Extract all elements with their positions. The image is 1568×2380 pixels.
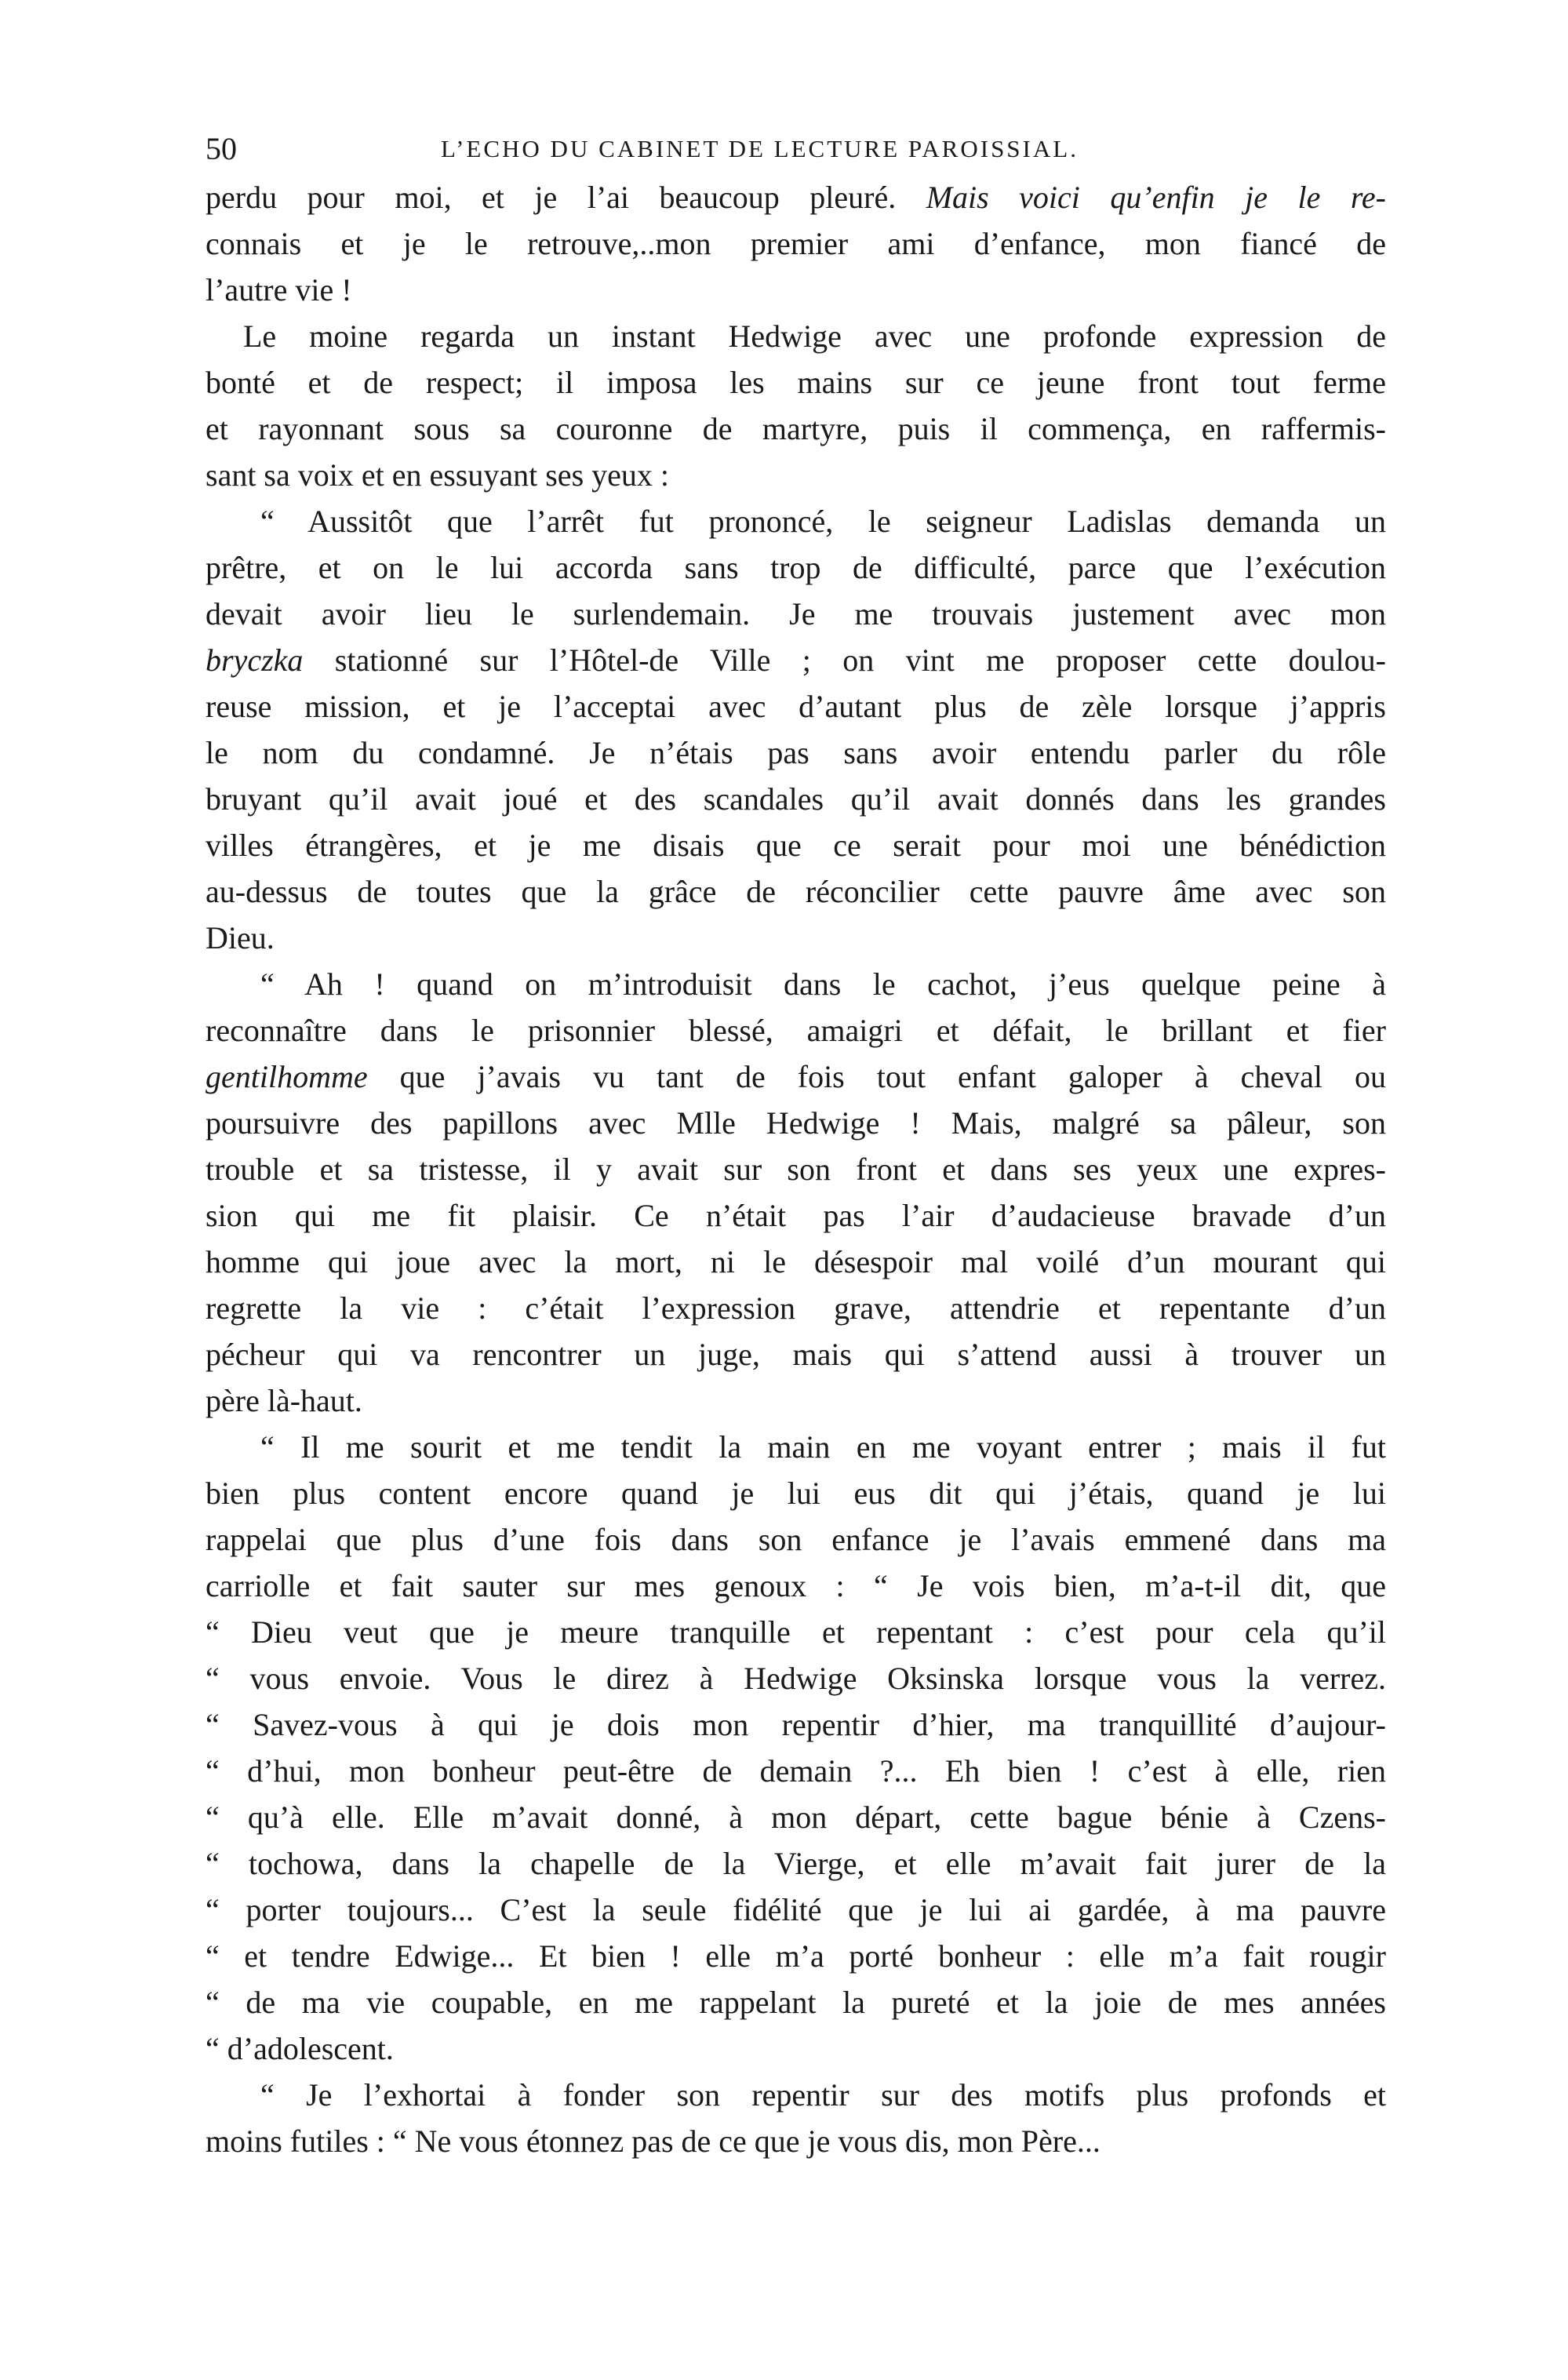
text-line: “ qu’à elle. Elle m’avait donné, à mon départ, cette bague bénie à Czens- — [206, 1800, 1386, 1835]
text-line: prêtre, et on le lui accorda sans trop de difficulté, parce que l’exécution — [206, 550, 1386, 585]
text-line: sant sa voix et en essuyant ses yeux : — [206, 457, 669, 493]
text-line: “ porter toujours... C’est la seule fidélité que je lui ai gardée, à ma pauvre — [206, 1892, 1386, 1927]
text-line: bonté et de respect; il imposa les mains sur ce jeune front tout ferme — [206, 365, 1386, 400]
text-line: Le moine regarda un instant Hedwige avec une profonde expression de — [243, 318, 1386, 354]
text-line: carriolle et fait sauter sur mes genoux : “ Je vois bien, m’a-t-il dit, que — [206, 1568, 1386, 1603]
text-line: perdu pour moi, et je l’ai beaucoup pleuré. Mais voici qu’enfin je le re- — [206, 180, 1386, 215]
running-title: L’ECHO DU CABINET DE LECTURE PAROISSIAL. — [441, 135, 1079, 162]
italic-text: bryczka — [206, 642, 304, 678]
text-line: bruyant qu’il avait joué et des scandales qu’il avait donnés dans les grandes — [206, 781, 1386, 817]
text-body — [206, 174, 1386, 2164]
text-line: reconnaître dans le prisonnier blessé, amaigri et défait, le brillant et fier — [206, 1013, 1386, 1048]
text-line: au-dessus de toutes que la grâce de réconcilier cette pauvre âme avec son — [206, 874, 1386, 909]
text-line: “ et tendre Edwige... Et bien ! elle m’a porté bonheur : elle m’a fait rougir — [206, 1938, 1386, 1974]
text-line: poursuivre des papillons avec Mlle Hedwige ! Mais, malgré sa pâleur, son — [206, 1105, 1386, 1141]
text-line: villes étrangères, et je me disais que ce serait pour moi une bénédiction — [206, 828, 1386, 863]
text-line: pécheur qui va rencontrer un juge, mais qui s’attend aussi à trouver un — [206, 1337, 1386, 1372]
italic-text: Mais voici qu’enfin je le re- — [926, 180, 1386, 215]
text-line: connais et je le retrouve,..mon premier ami d’enfance, mon fiancé de — [206, 226, 1386, 261]
text-line: bryczka stationné sur l’Hôtel-de Ville ; on vint me proposer cette doulou- — [206, 642, 1386, 678]
text-line: “ d’hui, mon bonheur peut-être de demain ?... Eh bien ! c’est à elle, rien — [206, 1753, 1386, 1789]
text-line: l’autre vie ! — [206, 272, 352, 308]
text-line: “ Il me sourit et me tendit la main en me voyant entrer ; mais il fut — [260, 1429, 1386, 1465]
text-line: “ d’adolescent. — [206, 2031, 394, 2066]
text-line: sion qui me fit plaisir. Ce n’était pas l’air d’audacieuse bravade d’un — [206, 1198, 1386, 1233]
text-line: gentilhomme que j’avais vu tant de fois tout enfant galoper à cheval ou — [206, 1059, 1386, 1094]
text-line: bien plus content encore quand je lui eus dit qui j’étais, quand je lui — [206, 1476, 1386, 1511]
text-line: trouble et sa tristesse, il y avait sur son front et dans ses yeux une expres- — [206, 1152, 1386, 1187]
text-line: Dieu. — [206, 920, 275, 955]
running-header — [206, 130, 1382, 169]
text-line: “ de ma vie coupable, en me rappelant la pureté et la joie de mes années — [206, 1985, 1386, 2020]
text-line: “ Je l’exhortai à fonder son repentir sur des motifs plus profonds et — [260, 2077, 1386, 2113]
text-line: “ Dieu veut que je meure tranquille et repentant : c’est pour cela qu’il — [206, 1614, 1386, 1650]
text-line: et rayonnant sous sa couronne de martyre, puis il commença, en raffermis- — [206, 411, 1386, 446]
text-line: “ tochowa, dans la chapelle de la Vierge, et elle m’avait fait jurer de la — [206, 1846, 1386, 1881]
text-line: le nom du condamné. Je n’étais pas sans avoir entendu parler du rôle — [206, 735, 1386, 770]
text-line: reuse mission, et je l’acceptai avec d’autant plus de zèle lorsque j’appris — [206, 689, 1386, 724]
page-number: 50 — [206, 131, 237, 166]
text-line: père là-haut. — [206, 1383, 362, 1418]
text-line: homme qui joue avec la mort, ni le désespoir mal voilé d’un mourant qui — [206, 1244, 1386, 1279]
text-line: devait avoir lieu le surlendemain. Je me trouvais justement avec mon — [206, 596, 1386, 631]
text-line: “ Ah ! quand on m’introduisit dans le cachot, j’eus quelque peine à — [260, 966, 1386, 1002]
text-line: moins futiles : “ Ne vous étonnez pas de ce que je vous dis, mon Père... — [206, 2123, 1101, 2159]
text-line: “ Aussitôt que l’arrêt fut prononcé, le seigneur Ladislas demanda un — [260, 504, 1386, 539]
italic-text: gentilhomme — [206, 1059, 368, 1094]
text-line: “ vous envoie. Vous le direz à Hedwige Oksinska lorsque vous la verrez. — [206, 1661, 1386, 1696]
text-line: rappelai que plus d’une fois dans son enfance je l’avais emmené dans ma — [206, 1522, 1386, 1557]
text-line: “ Savez-vous à qui je dois mon repentir d’hier, ma tranquillité d’aujour- — [206, 1707, 1386, 1742]
text-line: regrette la vie : c’était l’expression grave, attendrie et repentante d’un — [206, 1290, 1386, 1326]
